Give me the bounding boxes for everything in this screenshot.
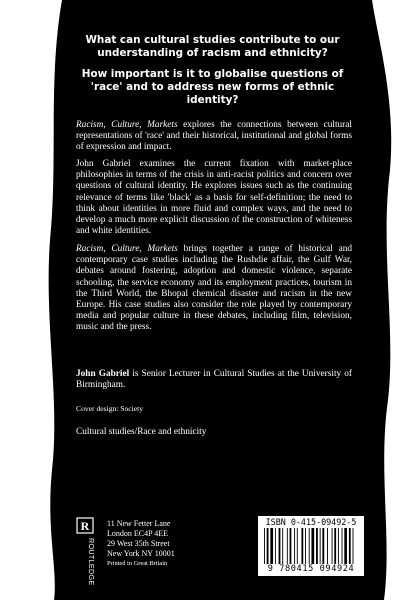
publisher-logo-text: ROUTLEDGE (87, 538, 96, 586)
address-line: 29 West 35th Street (107, 539, 170, 548)
book-title: Racism, Culture, Markets (76, 244, 178, 254)
subject-category: Cultural studies/Race and ethnicity (76, 427, 207, 437)
barcode-bars (264, 528, 358, 564)
address-line: London EC4P 4EE (107, 529, 169, 538)
isbn-number: ISBN 0-415-09492-5 (265, 517, 357, 527)
routledge-logo (76, 518, 96, 586)
printed-in: Printed in Great Britain (107, 560, 168, 567)
question-heading-1: What can cultural studies contribute to our understanding of racism and ethnicity? (85, 34, 340, 59)
address-line: 11 New Fetter Lane (107, 519, 171, 528)
barcode (258, 516, 364, 576)
address-line: New York NY 10001 (107, 549, 175, 558)
question-heading-2: How important is it to globalise questions of 'race' and to address new forms of ethnic identity? (81, 68, 344, 106)
book-title: Racism, Culture, Markets (76, 120, 178, 130)
author-bio: John Gabriel is Senior Lecturer in Cultural Studies at the University of Birmingham. (76, 369, 352, 391)
barcode-digits: 9 780415 094924 (267, 564, 355, 574)
author-name: John Gabriel (76, 369, 130, 379)
cover-design-credit: Cover design: Society (76, 404, 144, 413)
blurb-paragraph-3: Racism, Culture, Markets brings together a range of historical and contemporary case studies including the Rushdie affair, the Gulf War, debates around fostering, adoption and domestic violence, separate schooling, the service economy and its employment practices, tourism in the Third World, the Bhopal chemical disaster and racism in the new Europe. His case studies also consider the role played by contemporary media and popular culture in these debates, including film, television, music and the press. (76, 244, 352, 333)
blurb-paragraph-1: Racism, Culture, Markets explores the connections between cultural representations of 'race' and their historical, institutional and global forms of expression and impact. (76, 120, 352, 153)
publisher-address (107, 519, 175, 569)
blurb-paragraph-2: John Gabriel examines the current fixation with market-place philosophies in terms of the crisis in anti-racist politics and concern over questions of cultural identity. He explores issues such as the continuing relevance of terms like 'black' as a basis for self-definition; the need to think about identities in more fluid and complex ways, and the need to develop a much more explicit discussion of the construction of whiteness and white identities. (76, 159, 352, 237)
svg-text:R: R (80, 519, 90, 533)
